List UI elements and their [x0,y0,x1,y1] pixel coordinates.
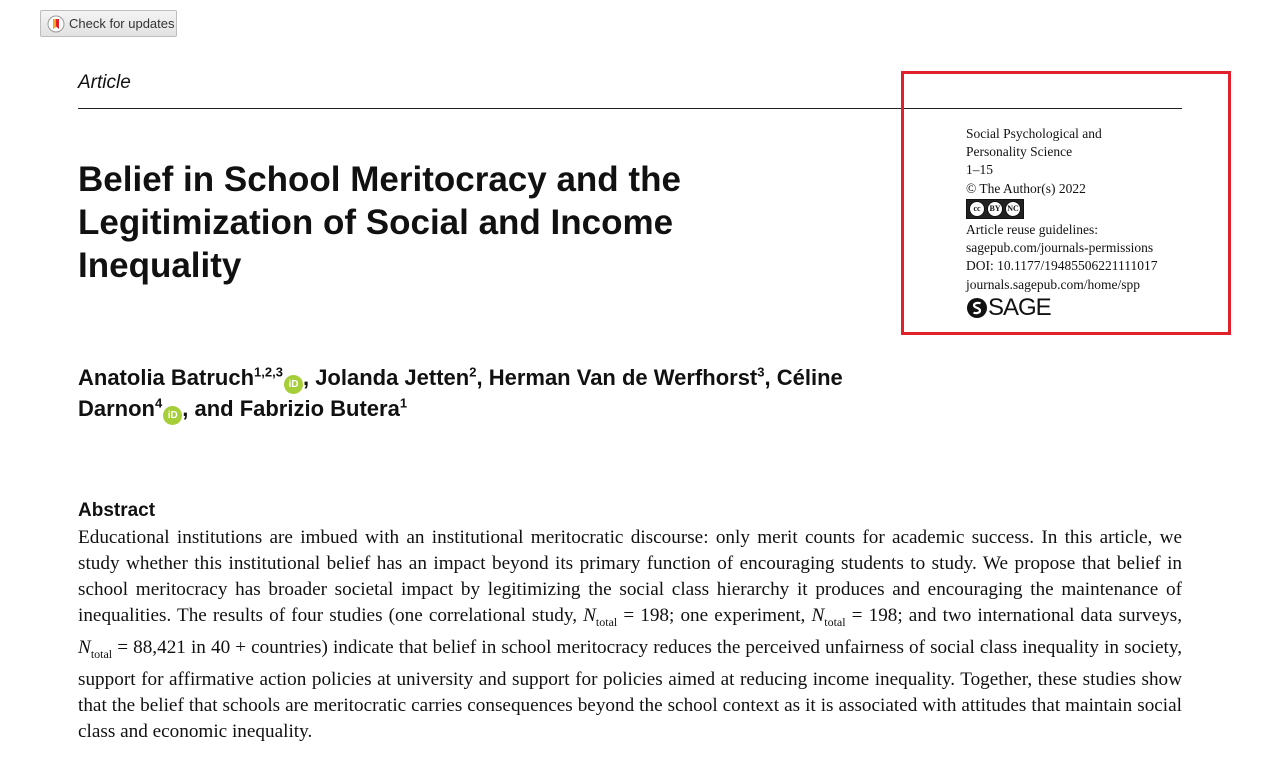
author-separator: , [476,365,489,390]
author-affiliation: 4 [155,395,163,411]
check-for-updates-button[interactable] [40,10,177,37]
reuse-guidelines-link[interactable]: sagepub.com/journals-permissions [966,240,1154,256]
n-symbol: N [583,605,596,626]
author-name[interactable]: Herman Van de Werfhorst [488,365,758,390]
sage-wordmark: SAGE [988,293,1051,321]
sage-s-icon [966,297,988,319]
author-name[interactable]: Darnon [78,396,155,421]
orcid-icon[interactable]: iD [284,375,303,394]
author-separator: , and [182,396,240,421]
article-type: Article [78,72,131,93]
journal-name-line2: Personality Science [966,144,1073,160]
author-affiliation: 1,2,3 [254,364,283,380]
abstract-segment: = 198; and two international data surveys, [845,605,1183,626]
author-name[interactable]: Jolanda Jetten [315,365,470,390]
doi[interactable]: DOI: 10.1177/19485506221111017 [966,258,1158,274]
abstract-text [78,525,1182,745]
page-range: 1–15 [966,162,993,178]
author-affiliation: 1 [399,395,408,411]
author-name[interactable]: Fabrizio Butera [239,396,400,421]
journal-name-line1: Social Psychological and [966,126,1102,141]
nc-icon: NC [1005,201,1021,217]
abstract-segment: = 88,421 in 40 + countries) indicate that belief in school meritocracy reduces the perceived unfairness of social class inequality in society, support for affirmative action policies at university and support for policies aimed at reducing income inequality. Together, these studies show that the belief that schools are meritocratic carries consequences beyond the school context as it is associated with attitudes that maintain social class and economic inequality. [78,636,1182,742]
n-subscript: total [824,614,846,629]
cc-by-nc-license-icon[interactable] [966,199,1024,219]
bookmark-update-icon [47,15,65,33]
check-for-updates-label: Check for updates [69,16,175,31]
header-divider [78,108,1182,109]
copyright: © The Author(s) 2022 [966,180,1086,196]
author-name[interactable]: Céline [776,365,843,390]
sage-logo[interactable] [966,293,1196,321]
by-icon: BY [987,201,1003,217]
n-subscript: total [595,614,618,629]
n-symbol: N [811,605,825,626]
journal-url[interactable]: journals.sagepub.com/home/spp [966,276,1140,292]
cc-icon: cc [969,201,985,217]
abstract-segment: Educational institutions are imbued with an institutional meritocratic discourse: only merit counts for academic success. In this article, we study whether this institutional belief has an impact beyond its primary function of encouraging students to study. We propose that belief in school meritocracy has broader societal impact by legitimizing the social class hierarchy it produces and encouraging the maintenance of inequalities. The results of four studies (one correlational study, [78,527,1182,626]
orcid-icon[interactable]: iD [163,406,182,425]
n-subscript: total [90,646,113,661]
author-separator: , [764,365,777,390]
abstract-heading: Abstract [78,500,156,521]
n-symbol: N [78,636,91,658]
article-title: Belief in School Meritocracy and the Legitimization of Social and Income Inequality [78,160,681,285]
author-affiliation: 3 [757,364,765,380]
reuse-guidelines-label: Article reuse guidelines: [966,221,1098,237]
abstract-segment: = 198; one experiment, [617,605,812,626]
author-name[interactable]: Anatolia Batruch [78,365,255,390]
journal-metadata [966,125,1196,319]
author-affiliation: 2 [469,364,477,380]
author-list [78,363,998,425]
author-separator: , [302,365,316,390]
